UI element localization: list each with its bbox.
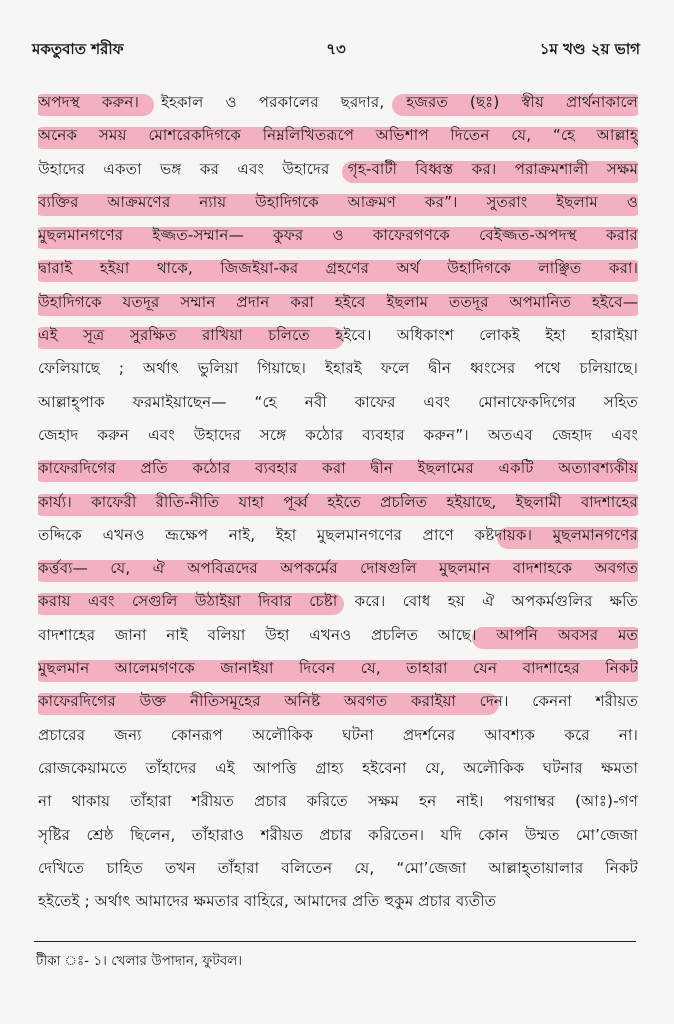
text-line xyxy=(38,386,638,419)
text-line xyxy=(38,819,638,852)
line-text: না থাকায় তাঁহারা শরীয়ত প্রচার করিতে সক্ষম হন নাই। পয়গাম্বর (আঃ)-গণ xyxy=(38,792,638,811)
line-text: আল্লাহ্পাক ফরমাইয়াছেন— “হে নবী কাফের এবং মোনাফেকদিগের সহিত xyxy=(38,392,638,411)
text-line xyxy=(38,585,638,618)
text-line xyxy=(38,252,638,285)
line-text: বাদশাহের জানা নাই বলিয়া উহা এখনও প্রচলিত আছে। আপনি অবসর মত xyxy=(38,625,638,644)
line-text: দেখিতে চাহিত তখন তাঁহারা বলিতেন যে, “মো’জেজা আল্লাহ্তায়ালার নিকট xyxy=(38,858,638,877)
text-line xyxy=(38,719,638,752)
line-text: অনেক সময় মোশরেকদিগকে নিম্নলিখিতরূপে অভিশাপ দিতেন যে, “হে আল্লাহ্ xyxy=(38,126,638,145)
text-line xyxy=(38,452,638,485)
line-text: মুছলমানগণের ইজ্জত-সম্মান— কুফর ও কাফেরগণকে বেইজ্জত-অপদস্থ করার xyxy=(38,226,638,245)
line-text: কাফেরদিগের প্রতি কঠোর ব্যবহার করা দ্বীন ইছলামের একটি অত্যাবশ্যকীয় xyxy=(38,459,638,478)
line-text: কাফেরদিগের উক্ত নীতিসমূহের অনিষ্ট অবগত করাইয়া দেন। কেননা শরীয়ত xyxy=(38,692,638,711)
text-line xyxy=(38,286,638,319)
text-line xyxy=(38,785,638,818)
line-text: উহাদিগকে যতদূর সম্মান প্রদান করা হইবে ইছলাম ততদূর অপমানিত হইবে— xyxy=(38,292,638,311)
text-line xyxy=(38,486,638,519)
text-line xyxy=(38,352,638,385)
line-text: রোজকেয়ামতে তাঁহাদের এই আপত্তি গ্রাহ্য হইবেনা যে, অলৌকিক ঘটনার ক্ষমতা xyxy=(38,758,638,777)
line-text: সৃষ্টির শ্রেষ্ঠ ছিলেন, তাঁহারাও শরীয়ত প্রচার করিতেন। যদি কোন উম্মত মো’জেজা xyxy=(38,825,638,844)
line-text: অপদস্থ করুন। ইহকাল ও পরকালের ছরদার, হজরত (ছঃ) স্বীয় প্রার্থনাকালে xyxy=(38,93,638,111)
footnote: টীকা ঃ- ১। খেলার উপাদান, ফুটবল। xyxy=(36,953,243,969)
line-text: এই সূত্র সুরক্ষিত রাখিয়া চলিতে হইবে। অধিকাংশ লোকই ইহা হারাইয়া xyxy=(38,326,638,345)
text-line xyxy=(38,852,638,885)
text-line xyxy=(38,885,638,918)
book-title: মকতুবাত শরীফ xyxy=(32,40,124,58)
line-text: জেহাদ করুন এবং উহাদের সঙ্গে কঠোর ব্যবহার করুন”। অতএব জেহাদ এবং xyxy=(38,425,638,444)
text-line xyxy=(38,186,638,219)
text-line xyxy=(38,86,638,119)
body-text xyxy=(38,86,638,918)
text-line xyxy=(38,319,638,352)
line-text: মুছলমান আলেমগণকে জানাইয়া দিবেন যে, তাহারা যেন বাদশাহের নিকট xyxy=(38,659,638,678)
line-text: তদ্দিকে এখনও ভ্রূক্ষেপ নাই, ইহা মুছলমানগণের প্রাণে কষ্টদায়ক। মুছলমানগণের xyxy=(38,525,638,544)
text-line xyxy=(38,752,638,785)
line-text: কার্য্য। কাফেরী রীতি-নীতি যাহা পূর্ব্ব হইতে প্রচলিত হইয়াছে, ইছলামী বাদশাহের xyxy=(38,492,638,511)
page-header xyxy=(32,38,640,64)
volume-label: ১ম খণ্ড ২য় ভাগ xyxy=(539,40,640,58)
text-line xyxy=(38,219,638,252)
line-text: উহাদের একতা ভঙ্গ কর এবং উহাদের গৃহ-বাটী বিধ্বস্ত কর। পরাক্রমশালী সক্ষম xyxy=(38,159,638,178)
line-text: প্রচারের জন্য কোনরূপ অলৌকিক ঘটনা প্রদর্শনের আবশ্যক করে না। xyxy=(38,725,638,744)
line-text: কর্ত্তব্য— যে, ঐ অপবিত্রদের অপকর্মের দোষগুলি মুছলমান বাদশাহকে অবগত xyxy=(38,559,638,578)
text-line xyxy=(38,153,638,186)
line-text: ব্যক্তির আক্রমণের ন্যায় উহাদিগকে আক্রমণ কর”। সুতরাং ইছলাম ও xyxy=(38,192,638,211)
text-line xyxy=(38,119,638,152)
line-text: ফেলিয়াছে ; অর্থাৎ ভুলিয়া গিয়াছে। ইহারই ফলে দ্বীন ধ্বংসের পথে চলিয়াছে। xyxy=(38,359,638,378)
text-line xyxy=(38,552,638,585)
text-line xyxy=(38,652,638,685)
text-line xyxy=(38,685,638,718)
text-line xyxy=(38,419,638,452)
line-text: করায় এবং সেগুলি উঠাইয়া দিবার চেষ্টা করে। বোধ হয় ঐ অপকর্মগুলির ক্ষতি xyxy=(38,592,638,611)
page-number: ৭৩ xyxy=(326,40,346,58)
text-line xyxy=(38,519,638,552)
footnote-divider xyxy=(34,941,636,942)
line-text: হইতেই ; অর্থাৎ আমাদের ক্ষমতার বাহিরে, আমাদের প্রতি হুকুম প্রচার ব্যতীত xyxy=(38,892,497,911)
line-text: দ্বারাই হইয়া থাকে, জিজইয়া-কর গ্রহণের অর্থ উহাদিগকে লাঞ্ছিত করা। xyxy=(38,259,638,278)
text-line xyxy=(38,619,638,652)
